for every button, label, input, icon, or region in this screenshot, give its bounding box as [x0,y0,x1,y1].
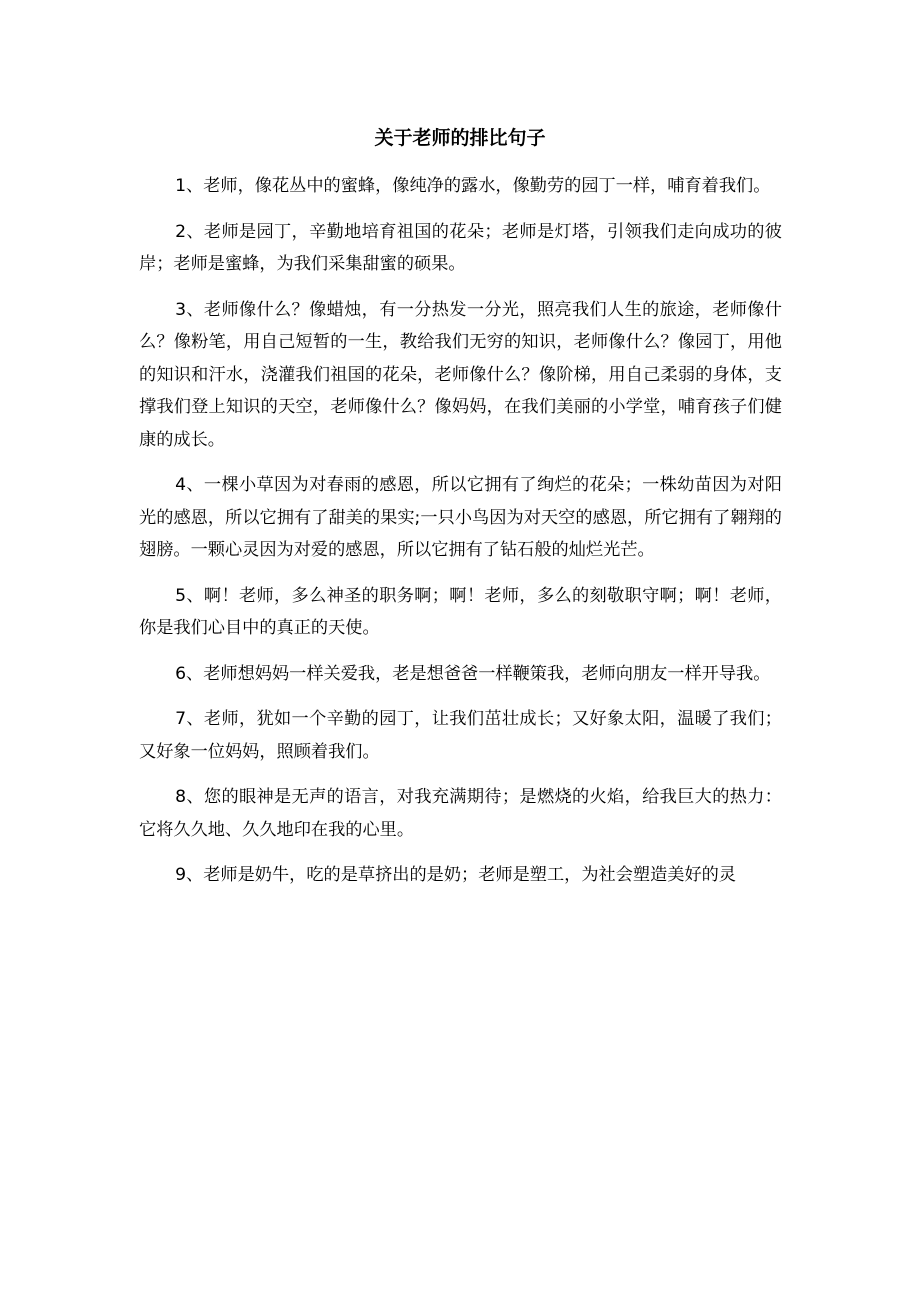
paragraph-5: 5、啊！老师，多么神圣的职务啊；啊！老师，多么的刻敬职守啊；啊！老师，你是我们心目中的真正的天使。 [139,585,782,638]
paragraph-7: 7、老师，犹如一个辛勤的园丁，让我们茁壮成长；又好象太阳，温暖了我们；又好象一位妈妈，照顾着我们。 [139,709,782,762]
document-body [139,170,782,905]
paragraph-9: 9、老师是奶牛，吃的是草挤出的是奶；老师是塑工，为社会塑造美好的灵 [175,865,737,885]
paragraph-1: 1、老师，像花丛中的蜜蜂，像纯净的露水，像勤劳的园丁一样，哺育着我们。 [175,176,771,196]
paragraph-3: 3、老师像什么？像蜡烛，有一分热发一分光，照亮我们人生的旅途，老师像什么？像粉笔，用自己短暂的一生，教给我们无穷的知识，老师像什么？像园丁，用他的知识和汗水，浇灌我们祖国的花朵，老师像什么？像阶梯，用自己柔弱的身体，支撑我们登上知识的天空，老师像什么？像妈妈，在我们美丽的小学堂，哺育孩子们健康的成长。 [139,299,782,450]
document-title: 关于老师的排比句子 [374,127,546,149]
paragraph-4: 4、一棵小草因为对春雨的感恩，所以它拥有了绚烂的花朵；一株幼苗因为对阳光的感恩，所以它拥有了甜美的果实;一只小鸟因为对天空的感恩，所它拥有了翱翔的翅膀。一颗心灵因为对爱的感恩，所以它拥有了钻石般的灿烂光芒。 [139,475,782,560]
paragraph-6: 6、老师想妈妈一样关爱我，老是想爸爸一样鞭策我，老师向朋友一样开导我。 [175,663,771,684]
paragraph-2: 2、老师是园丁，辛勤地培育祖国的花朵；老师是灯塔，引领我们走向成功的彼岸；老师是蜜蜂，为我们采集甜蜜的硕果。 [139,221,782,274]
paragraph-8: 8、您的眼神是无声的语言，对我充满期待；是燃烧的火焰，给我巨大的热力：它将久久地、久久地印在我的心里。 [139,787,782,840]
